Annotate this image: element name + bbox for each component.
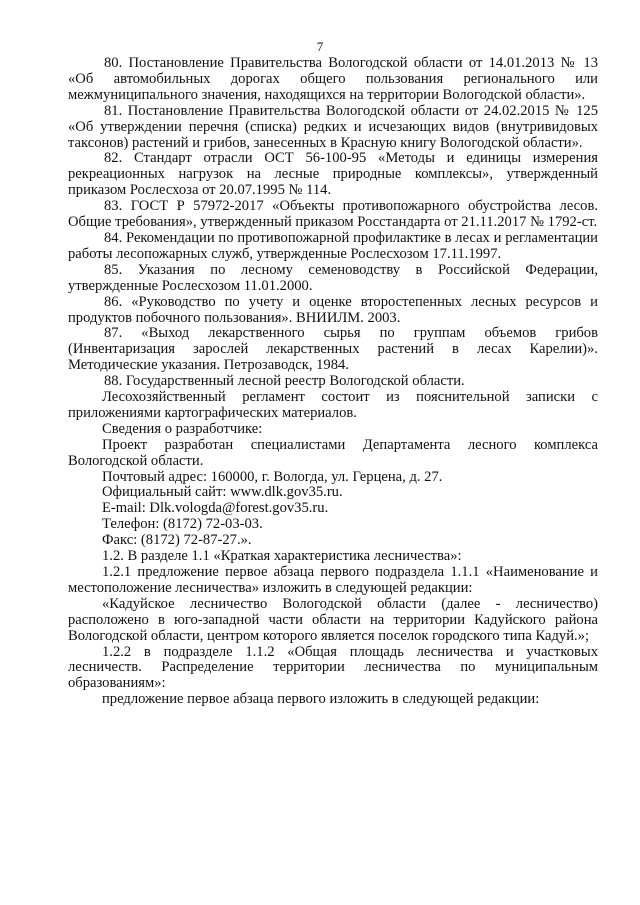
list-item: 81. Постановление Правительства Вологодской области от 24.02.2015 № 125 «Об утверждении перечня (списка) редких и исчезающих видов (внутривидовых таксонов) растений и грибов, занесенных в Красную книгу Вологодской области». — [68, 102, 598, 151]
list-item: 83. ГОСТ Р 57972-2017 «Объекты противопожарного обустройства лесов. Общие требования», утвержденный приказом Росстандарта от 21.11.2017 № 1792-ст. — [68, 198, 598, 231]
contact-address: Почтовый адрес: 160000, г. Вологда, ул. Герцена, д. 27. — [102, 468, 443, 485]
paragraph: 1.2.1 предложение первое абзаца первого подраздела 1.1.1 «Наименование и местоположение лесничества» изложить в следующей редакции: — [68, 564, 598, 596]
list-item: 87. «Выход лекарственного сырья по группам объемов грибов (Инвентаризация зарослей лекарственных растений в лесах Карелии)». Методические указания. Петрозаводск, 1984. — [68, 325, 598, 374]
list-item: 82. Стандарт отрасли ОСТ 56-100-95 «Методы и единицы измерения рекреационных нагрузок на лесные природные комплексы», утвержденный приказом Рослесхоза от 20.07.1995 № 114. — [68, 150, 598, 199]
paragraph: Проект разработан специалистами Департамента лесного комплекса Вологодской области. — [68, 436, 598, 469]
contact-email: E-mail: Dlk.vologda@forest.gov35.ru. — [102, 500, 329, 517]
contact-phone: Телефон: (8172) 72-03-03. — [102, 516, 263, 533]
paragraph: предложение первое абзаца первого изложить в следующей редакции: — [102, 691, 540, 708]
paragraph: «Кадуйское лесничество Вологодской области (далее - лесничество) расположено в юго-западной части области на территории Кадуйского района Вологодской области, центром которого является поселок городского типа Кадуй.»; — [68, 595, 598, 644]
page-number: 7 — [316, 39, 324, 54]
section-heading: 1.2. В разделе 1.1 «Краткая характеристика лесничества»: — [102, 548, 462, 565]
contact-fax: Факс: (8172) 72-87-27.». — [102, 532, 252, 549]
paragraph: 1.2.2 в подразделе 1.1.2 «Общая площадь лесничества и участковых лесничеств. Распределение территории лесничества по муниципальным образованиям»: — [68, 643, 598, 692]
list-item: 80. Постановление Правительства Вологодской области от 14.01.2013 № 13 «Об автомобильных дорогах общего пользования регионального или межмуниципального значения, находящихся на территории Вологодской области». — [68, 55, 598, 103]
list-item: 86. «Руководство по учету и оценке второстепенных лесных ресурсов и продуктов побочного пользования». ВНИИЛМ. 2003. — [68, 293, 598, 326]
paragraph: Сведения о разработчике: — [102, 420, 263, 437]
document-body — [68, 56, 598, 708]
paragraph: Лесохозяйственный регламент состоит из пояснительной записки с приложениями картографических материалов. — [68, 389, 598, 421]
list-item: 88. Государственный лесной реестр Вологодской области. — [104, 373, 465, 390]
contact-website: Официальный сайт: www.dlk.gov35.ru. — [102, 484, 343, 501]
list-item: 84. Рекомендации по противопожарной профилактике в лесах и регламентации работы лесопожарных служб, утвержденные Рослесхозом 17.11.1997. — [68, 229, 598, 262]
list-item: 85. Указания по лесному семеноводству в Российской Федерации, утвержденные Рослесхозом 11.01.2000. — [68, 261, 598, 294]
